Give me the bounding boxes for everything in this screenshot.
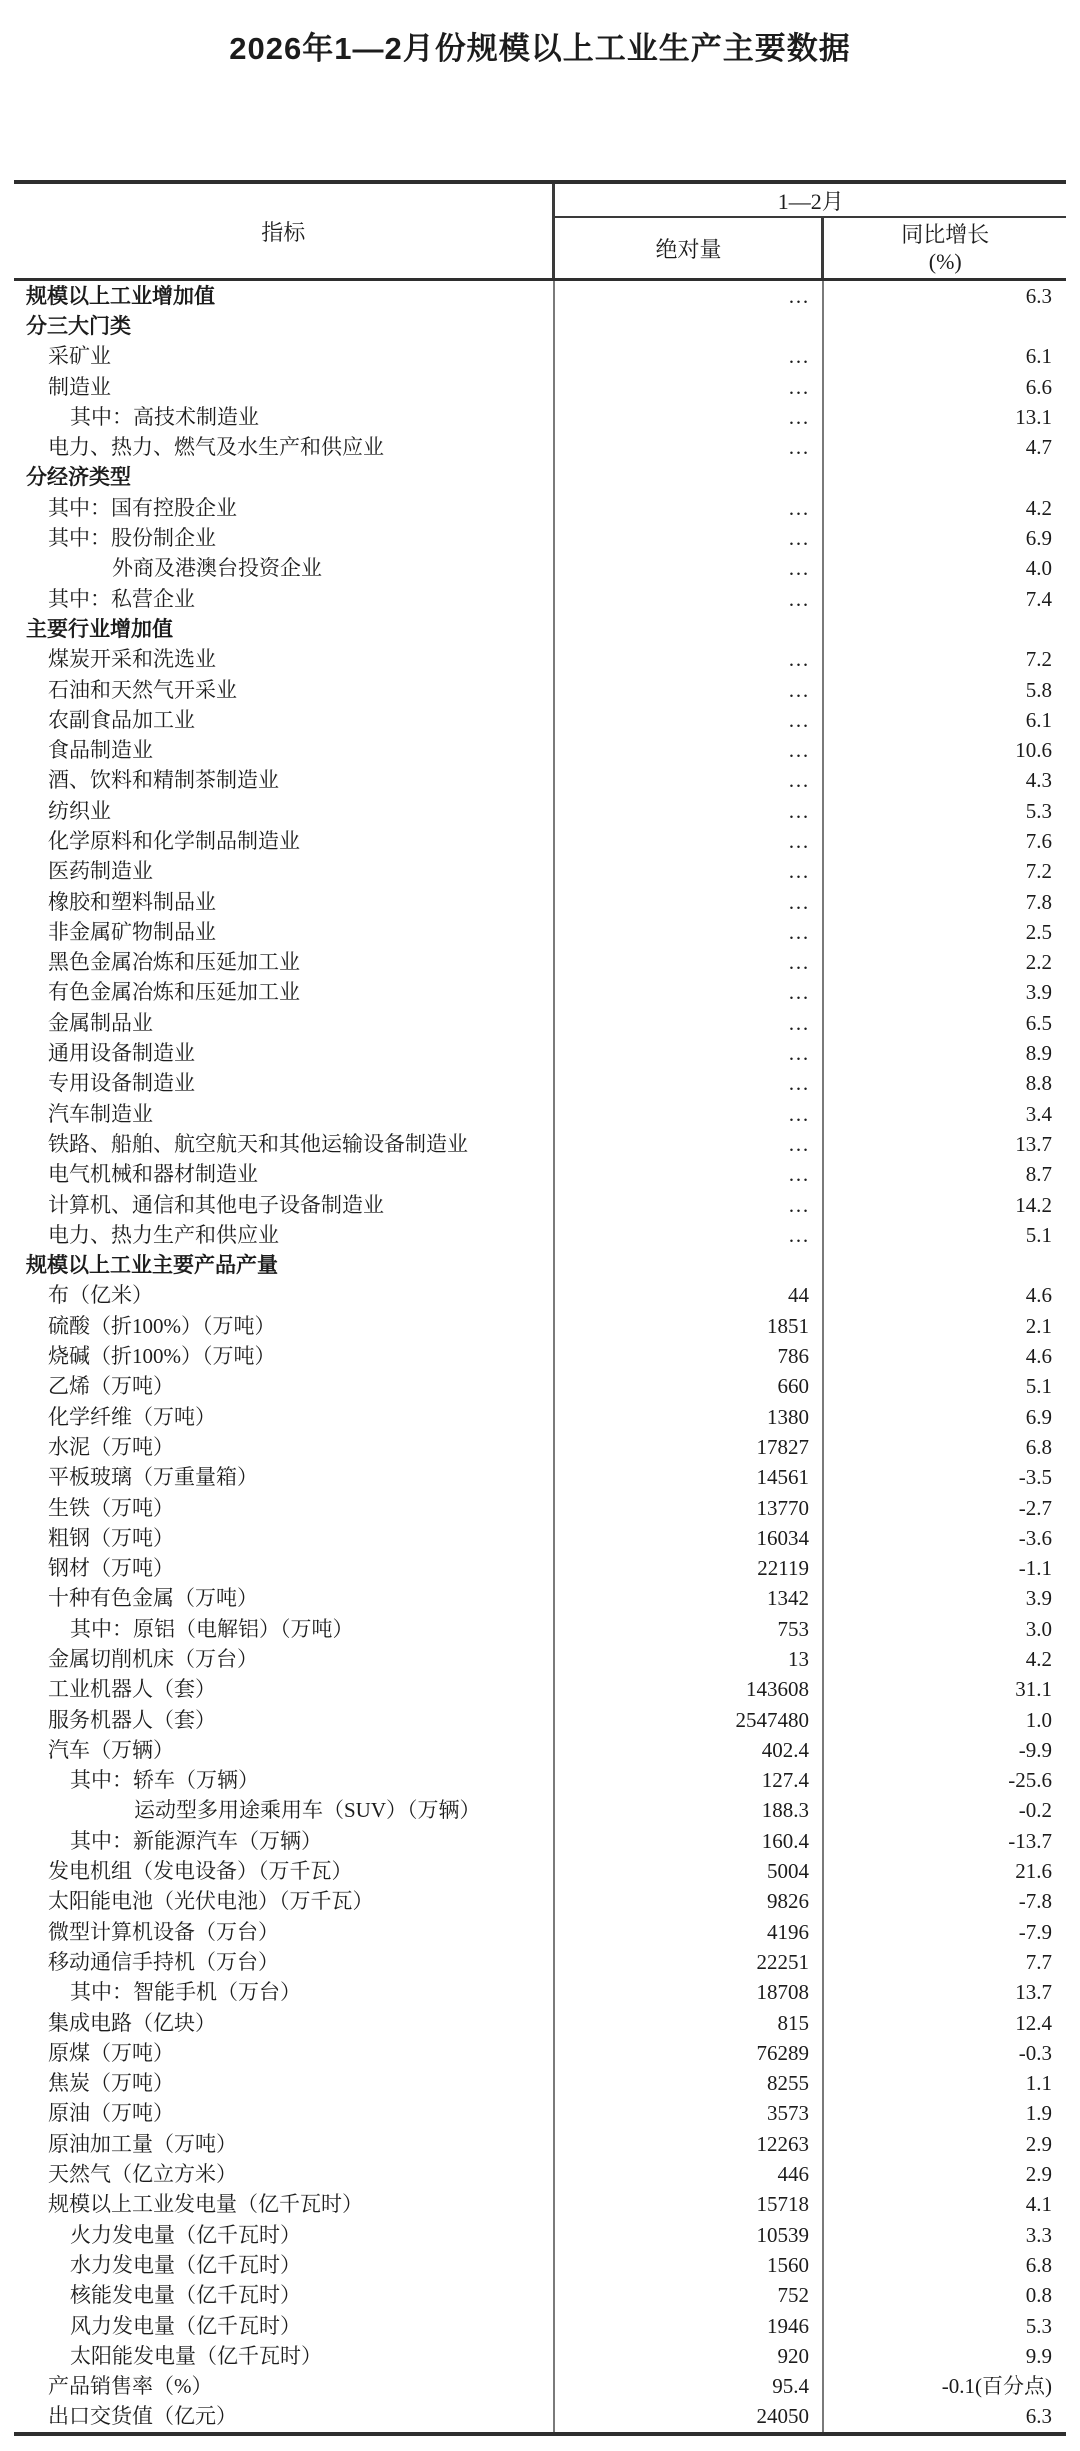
table-row: [14, 2190, 1066, 2220]
absolute-value-cell: [554, 1251, 823, 1281]
table-row: [14, 463, 1066, 493]
indicator-cell: 粗钢（万吨）: [47, 1525, 174, 1550]
growth-value-cell: 6.3: [823, 2402, 1066, 2434]
growth-value-cell: 13.1: [823, 402, 1066, 432]
indicator-cell: 其中：原铝（电解铝）（万吨）: [69, 1616, 354, 1641]
absolute-value-cell: …: [554, 1069, 823, 1099]
absolute-value-cell: …: [554, 1099, 823, 1129]
table-row: [14, 1190, 1066, 1220]
table-row: [14, 372, 1066, 402]
indicator-cell: 原煤（万吨）: [47, 2040, 174, 2065]
growth-value-cell: 13.7: [823, 1129, 1066, 1159]
indicator-cell: 核能发电量（亿千瓦时）: [69, 2283, 301, 2308]
growth-value-cell: 6.1: [823, 342, 1066, 372]
table-row: [14, 1856, 1066, 1886]
indicator-cell: 化学原料和化学制品制造业: [47, 828, 300, 853]
absolute-value-cell: 13770: [554, 1493, 823, 1523]
table-row: [14, 402, 1066, 432]
indicator-cell: 硫酸（折100%）（万吨）: [47, 1313, 276, 1338]
absolute-value-cell: 24050: [554, 2402, 823, 2434]
table-row: [14, 2402, 1066, 2434]
table-row: [14, 2038, 1066, 2068]
table-row: [14, 1553, 1066, 1583]
absolute-value-cell: 13: [554, 1644, 823, 1674]
growth-value-cell: -3.6: [823, 1523, 1066, 1553]
indicator-cell: 电力、热力、燃气及水生产和供应业: [47, 435, 384, 460]
indicator-cell: 其中：智能手机（万台）: [69, 1980, 301, 2005]
absolute-value-cell: …: [554, 887, 823, 917]
growth-value-cell: 4.6: [823, 1281, 1066, 1311]
table-row: [14, 1705, 1066, 1735]
table-row: [14, 826, 1066, 856]
growth-value-cell: 7.2: [823, 857, 1066, 887]
table-row: [14, 1251, 1066, 1281]
indicator-cell: 运动型多用途乘用车（SUV）（万辆）: [133, 1798, 481, 1823]
growth-value-cell: 3.4: [823, 1099, 1066, 1129]
indicator-cell: 铁路、船舶、航空航天和其他运输设备制造业: [47, 1131, 468, 1156]
table-row: [14, 1008, 1066, 1038]
absolute-value-cell: …: [554, 432, 823, 462]
table-row: [14, 1220, 1066, 1250]
absolute-value-cell: 17827: [554, 1432, 823, 1462]
indicator-cell: 采矿业: [47, 344, 111, 369]
indicator-cell: 煤炭开采和洗选业: [47, 647, 216, 672]
absolute-value-cell: 786: [554, 1341, 823, 1371]
growth-value-cell: 6.5: [823, 1008, 1066, 1038]
indicator-cell: 金属制品业: [47, 1010, 153, 1035]
growth-value-cell: 6.8: [823, 2250, 1066, 2280]
indicator-cell: 服务机器人（套）: [47, 1707, 216, 1732]
indicator-cell: 布（亿米）: [47, 1283, 153, 1308]
absolute-value-cell: …: [554, 1160, 823, 1190]
growth-value-cell: 6.1: [823, 705, 1066, 735]
absolute-value-cell: [554, 614, 823, 644]
indicator-cell: 平板玻璃（万重量箱）: [47, 1465, 258, 1490]
absolute-value-cell: 22251: [554, 1947, 823, 1977]
table-row: [14, 2220, 1066, 2250]
table-row: [14, 1796, 1066, 1826]
absolute-value-cell: …: [554, 948, 823, 978]
growth-value-cell: 4.7: [823, 432, 1066, 462]
growth-value-cell: [823, 311, 1066, 341]
indicator-cell: 钢材（万吨）: [47, 1556, 174, 1581]
growth-value-cell: -1.1: [823, 1553, 1066, 1583]
indicator-cell: 其中：新能源汽车（万辆）: [69, 1828, 322, 1853]
indicator-cell: 外商及港澳台投资企业: [111, 556, 322, 581]
growth-value-cell: 31.1: [823, 1675, 1066, 1705]
indicator-cell: 移动通信手持机（万台）: [47, 1949, 279, 1974]
indicator-cell: 产品销售率（%）: [47, 2374, 213, 2399]
absolute-value-cell: …: [554, 917, 823, 947]
absolute-value-cell: 1560: [554, 2250, 823, 2280]
absolute-value-cell: …: [554, 402, 823, 432]
table-body: [14, 280, 1066, 2435]
growth-value-cell: 3.0: [823, 1614, 1066, 1644]
indicator-cell: 水力发电量（亿千瓦时）: [69, 2252, 301, 2277]
indicator-cell: 纺织业: [47, 798, 111, 823]
growth-value-cell: -2.7: [823, 1493, 1066, 1523]
growth-value-cell: 1.0: [823, 1705, 1066, 1735]
indicator-cell: 非金属矿物制品业: [47, 919, 216, 944]
header-yoy-growth: [823, 217, 1066, 280]
indicator-cell: 农副食品加工业: [47, 707, 195, 732]
absolute-value-cell: …: [554, 1038, 823, 1068]
table-row: [14, 2008, 1066, 2038]
growth-value-cell: 5.8: [823, 675, 1066, 705]
table-row: [14, 1917, 1066, 1947]
table-row: [14, 2311, 1066, 2341]
table-row: [14, 2341, 1066, 2371]
table-row: [14, 523, 1066, 553]
absolute-value-cell: …: [554, 826, 823, 856]
indicator-cell: 汽车（万辆）: [47, 1737, 174, 1762]
indicator-cell: 主要行业增加值: [25, 616, 173, 641]
indicator-cell: 黑色金属冶炼和压延加工业: [47, 950, 300, 975]
absolute-value-cell: …: [554, 342, 823, 372]
absolute-value-cell: …: [554, 735, 823, 765]
table-row: [14, 1129, 1066, 1159]
header-yoy-growth-line2: (%): [928, 249, 962, 274]
growth-value-cell: 4.1: [823, 2190, 1066, 2220]
absolute-value-cell: 8255: [554, 2069, 823, 2099]
indicator-cell: 分三大门类: [25, 313, 131, 338]
table-row: [14, 2069, 1066, 2099]
growth-value-cell: 9.9: [823, 2341, 1066, 2371]
absolute-value-cell: 5004: [554, 1856, 823, 1886]
growth-value-cell: 14.2: [823, 1190, 1066, 1220]
table-row: [14, 917, 1066, 947]
growth-value-cell: 5.3: [823, 796, 1066, 826]
absolute-value-cell: 22119: [554, 1553, 823, 1583]
indicator-cell: 金属切削机床（万台）: [47, 1647, 258, 1671]
table-row: [14, 796, 1066, 826]
growth-value-cell: -25.6: [823, 1766, 1066, 1796]
absolute-value-cell: 3573: [554, 2099, 823, 2129]
absolute-value-cell: …: [554, 1220, 823, 1250]
indicator-cell: 通用设备制造业: [47, 1041, 195, 1066]
indicator-cell: 原油（万吨）: [47, 2101, 174, 2126]
indicator-cell: 发电机组（发电设备）（万千瓦）: [47, 1859, 353, 1884]
absolute-value-cell: 9826: [554, 1887, 823, 1917]
absolute-value-cell: …: [554, 705, 823, 735]
indicator-cell: 规模以上工业主要产品产量: [25, 1253, 278, 1278]
growth-value-cell: -7.9: [823, 1917, 1066, 1947]
indicator-cell: 电气机械和器材制造业: [47, 1162, 258, 1187]
table-row: [14, 1038, 1066, 1068]
growth-value-cell: 7.7: [823, 1947, 1066, 1977]
table-row: [14, 978, 1066, 1008]
growth-value-cell: 4.0: [823, 554, 1066, 584]
indicator-cell: 风力发电量（亿千瓦时）: [69, 2313, 301, 2338]
absolute-value-cell: …: [554, 493, 823, 523]
indicator-cell: 化学纤维（万吨）: [47, 1404, 216, 1429]
absolute-value-cell: 95.4: [554, 2371, 823, 2401]
growth-value-cell: 5.3: [823, 2311, 1066, 2341]
absolute-value-cell: 446: [554, 2159, 823, 2189]
absolute-value-cell: 12263: [554, 2129, 823, 2159]
absolute-value-cell: 1342: [554, 1584, 823, 1614]
growth-value-cell: 3.9: [823, 978, 1066, 1008]
indicator-cell: 生铁（万吨）: [47, 1495, 174, 1520]
growth-value-cell: 2.9: [823, 2129, 1066, 2159]
indicator-cell: 酒、饮料和精制茶制造业: [47, 768, 279, 793]
growth-value-cell: 5.1: [823, 1372, 1066, 1402]
absolute-value-cell: …: [554, 766, 823, 796]
absolute-value-cell: …: [554, 978, 823, 1008]
table-row: [14, 1372, 1066, 1402]
page-title: 2026年1—2月份规模以上工业生产主要数据: [229, 31, 851, 66]
absolute-value-cell: 10539: [554, 2220, 823, 2250]
table-row: [14, 1341, 1066, 1371]
indicator-cell: 太阳能电池（光伏电池）（万千瓦）: [47, 1889, 374, 1914]
absolute-value-cell: [554, 311, 823, 341]
growth-value-cell: 6.8: [823, 1432, 1066, 1462]
indicator-cell: 原油加工量（万吨）: [47, 2131, 237, 2156]
growth-value-cell: [823, 1251, 1066, 1281]
absolute-value-cell: 1380: [554, 1402, 823, 1432]
absolute-value-cell: 76289: [554, 2038, 823, 2068]
absolute-value-cell: 18708: [554, 1978, 823, 2008]
indicator-cell: 太阳能发电量（亿千瓦时）: [69, 2343, 322, 2368]
indicator-cell: 石油和天然气开采业: [47, 677, 237, 702]
indicator-cell: 天然气（亿立方米）: [47, 2162, 237, 2187]
absolute-value-cell: 753: [554, 1614, 823, 1644]
table-row: [14, 857, 1066, 887]
table-row: [14, 493, 1066, 523]
absolute-value-cell: 160.4: [554, 1826, 823, 1856]
indicator-cell: 汽车制造业: [47, 1101, 153, 1126]
table-row: [14, 1281, 1066, 1311]
indicator-cell: 医药制造业: [47, 859, 153, 884]
growth-value-cell: 4.6: [823, 1341, 1066, 1371]
absolute-value-cell: 752: [554, 2281, 823, 2311]
table-row: [14, 1099, 1066, 1129]
growth-value-cell: [823, 463, 1066, 493]
table-row: [14, 766, 1066, 796]
indicator-cell: 十种有色金属（万吨）: [47, 1586, 258, 1611]
header-yoy-growth-line1: 同比增长: [901, 222, 990, 247]
indicator-cell: 有色金属冶炼和压延加工业: [47, 980, 300, 1005]
table-row: [14, 1523, 1066, 1553]
growth-value-cell: -13.7: [823, 1826, 1066, 1856]
table-row: [14, 1644, 1066, 1674]
table-row: [14, 432, 1066, 462]
table-row: [14, 1463, 1066, 1493]
table-row: [14, 1311, 1066, 1341]
growth-value-cell: 4.2: [823, 1644, 1066, 1674]
absolute-value-cell: 143608: [554, 1675, 823, 1705]
indicator-cell: 其中：私营企业: [47, 586, 195, 611]
table-row: [14, 2281, 1066, 2311]
table-row: [14, 705, 1066, 735]
growth-value-cell: 10.6: [823, 735, 1066, 765]
absolute-value-cell: …: [554, 1129, 823, 1159]
growth-value-cell: 6.3: [823, 280, 1066, 312]
absolute-value-cell: 660: [554, 1372, 823, 1402]
table-row: [14, 1887, 1066, 1917]
growth-value-cell: 3.9: [823, 1584, 1066, 1614]
growth-value-cell: 2.5: [823, 917, 1066, 947]
growth-value-cell: -7.8: [823, 1887, 1066, 1917]
table-row: [14, 2129, 1066, 2159]
absolute-value-cell: …: [554, 675, 823, 705]
indicator-cell: 电力、热力生产和供应业: [47, 1222, 279, 1247]
industrial-data-table: [14, 180, 1066, 2436]
table-row: [14, 1584, 1066, 1614]
table-row: [14, 2159, 1066, 2189]
header-absolute-value: 绝对量: [554, 217, 823, 280]
table-row: [14, 1160, 1066, 1190]
absolute-value-cell: …: [554, 645, 823, 675]
growth-value-cell: 13.7: [823, 1978, 1066, 2008]
table-row: [14, 1735, 1066, 1765]
growth-value-cell: 2.2: [823, 948, 1066, 978]
absolute-value-cell: 920: [554, 2341, 823, 2371]
indicator-cell: 工业机器人（套）: [47, 1677, 216, 1702]
table-row: [14, 584, 1066, 614]
absolute-value-cell: 44: [554, 1281, 823, 1311]
growth-value-cell: 4.2: [823, 493, 1066, 523]
growth-value-cell: 4.3: [823, 766, 1066, 796]
table-row: [14, 2250, 1066, 2280]
table-row: [14, 1069, 1066, 1099]
absolute-value-cell: 15718: [554, 2190, 823, 2220]
growth-value-cell: 3.3: [823, 2220, 1066, 2250]
indicator-cell: 出口交货值（亿元）: [47, 2404, 237, 2429]
table-row: [14, 887, 1066, 917]
indicator-cell: 食品制造业: [47, 738, 153, 763]
absolute-value-cell: 127.4: [554, 1766, 823, 1796]
absolute-value-cell: …: [554, 280, 823, 312]
growth-value-cell: 6.9: [823, 523, 1066, 553]
absolute-value-cell: …: [554, 1190, 823, 1220]
table-header: [14, 182, 1066, 280]
absolute-value-cell: 4196: [554, 1917, 823, 1947]
table-row: [14, 1766, 1066, 1796]
indicator-cell: 计算机、通信和其他电子设备制造业: [47, 1192, 384, 1217]
table-row: [14, 735, 1066, 765]
indicator-cell: 专用设备制造业: [47, 1071, 195, 1096]
table-row: [14, 948, 1066, 978]
absolute-value-cell: [554, 463, 823, 493]
growth-value-cell: 6.6: [823, 372, 1066, 402]
header-indicator: 指标: [14, 182, 554, 280]
growth-value-cell: 8.9: [823, 1038, 1066, 1068]
growth-value-cell: 2.1: [823, 1311, 1066, 1341]
table-row: [14, 1826, 1066, 1856]
table-row: [14, 342, 1066, 372]
growth-value-cell: 7.4: [823, 584, 1066, 614]
table-row: [14, 614, 1066, 644]
indicator-cell: 分经济类型: [25, 465, 131, 490]
absolute-value-cell: …: [554, 554, 823, 584]
absolute-value-cell: …: [554, 1008, 823, 1038]
growth-value-cell: -0.1(百分点): [823, 2371, 1066, 2401]
table-row: [14, 1947, 1066, 1977]
absolute-value-cell: …: [554, 372, 823, 402]
table-row: [14, 554, 1066, 584]
table-row: [14, 2099, 1066, 2129]
growth-value-cell: 2.9: [823, 2159, 1066, 2189]
growth-value-cell: 7.6: [823, 826, 1066, 856]
absolute-value-cell: …: [554, 584, 823, 614]
growth-value-cell: 7.2: [823, 645, 1066, 675]
indicator-cell: 其中：国有控股企业: [47, 495, 237, 520]
indicator-cell: 集成电路（亿块）: [47, 2010, 216, 2035]
header-period: 1—2月: [554, 182, 1066, 217]
growth-value-cell: 6.9: [823, 1402, 1066, 1432]
absolute-value-cell: 815: [554, 2008, 823, 2038]
indicator-cell: 制造业: [47, 374, 111, 399]
growth-value-cell: -0.2: [823, 1796, 1066, 1826]
growth-value-cell: -9.9: [823, 1735, 1066, 1765]
table-row: [14, 1978, 1066, 2008]
absolute-value-cell: 2547480: [554, 1705, 823, 1735]
absolute-value-cell: …: [554, 523, 823, 553]
growth-value-cell: 5.1: [823, 1220, 1066, 1250]
header-row-period: [14, 182, 1066, 217]
growth-value-cell: 0.8: [823, 2281, 1066, 2311]
growth-value-cell: 7.8: [823, 887, 1066, 917]
table-row: [14, 311, 1066, 341]
indicator-cell: 其中：股份制企业: [47, 526, 216, 551]
indicator-cell: 规模以上工业增加值: [25, 283, 215, 308]
absolute-value-cell: 402.4: [554, 1735, 823, 1765]
indicator-cell: 橡胶和塑料制品业: [47, 889, 216, 914]
absolute-value-cell: 16034: [554, 1523, 823, 1553]
growth-value-cell: 12.4: [823, 2008, 1066, 2038]
table-row: [14, 1432, 1066, 1462]
indicator-cell: 其中：高技术制造业: [69, 404, 259, 429]
absolute-value-cell: 1851: [554, 1311, 823, 1341]
growth-value-cell: 1.9: [823, 2099, 1066, 2129]
indicator-cell: 水泥（万吨）: [47, 1434, 174, 1459]
table-row: [14, 675, 1066, 705]
indicator-cell: 其中：轿车（万辆）: [69, 1768, 259, 1793]
growth-value-cell: 1.1: [823, 2069, 1066, 2099]
indicator-cell: 乙烯（万吨）: [47, 1374, 174, 1399]
absolute-value-cell: 14561: [554, 1463, 823, 1493]
table-row: [14, 1402, 1066, 1432]
growth-value-cell: 8.7: [823, 1160, 1066, 1190]
table-row: [14, 280, 1066, 312]
indicator-cell: 微型计算机设备（万台）: [47, 1919, 279, 1944]
absolute-value-cell: 188.3: [554, 1796, 823, 1826]
absolute-value-cell: 1946: [554, 2311, 823, 2341]
indicator-cell: 规模以上工业发电量（亿千瓦时）: [47, 2192, 363, 2217]
table-row: [14, 2371, 1066, 2401]
indicator-cell: 焦炭（万吨）: [47, 2071, 174, 2096]
growth-value-cell: -3.5: [823, 1463, 1066, 1493]
absolute-value-cell: …: [554, 857, 823, 887]
absolute-value-cell: …: [554, 796, 823, 826]
table-row: [14, 645, 1066, 675]
growth-value-cell: -0.3: [823, 2038, 1066, 2068]
indicator-cell: 火力发电量（亿千瓦时）: [69, 2222, 301, 2247]
growth-value-cell: 8.8: [823, 1069, 1066, 1099]
growth-value-cell: [823, 614, 1066, 644]
growth-value-cell: 21.6: [823, 1856, 1066, 1886]
indicator-cell: 烧碱（折100%）（万吨）: [47, 1344, 276, 1369]
table-row: [14, 1614, 1066, 1644]
table-row: [14, 1493, 1066, 1523]
table-row: [14, 1675, 1066, 1705]
